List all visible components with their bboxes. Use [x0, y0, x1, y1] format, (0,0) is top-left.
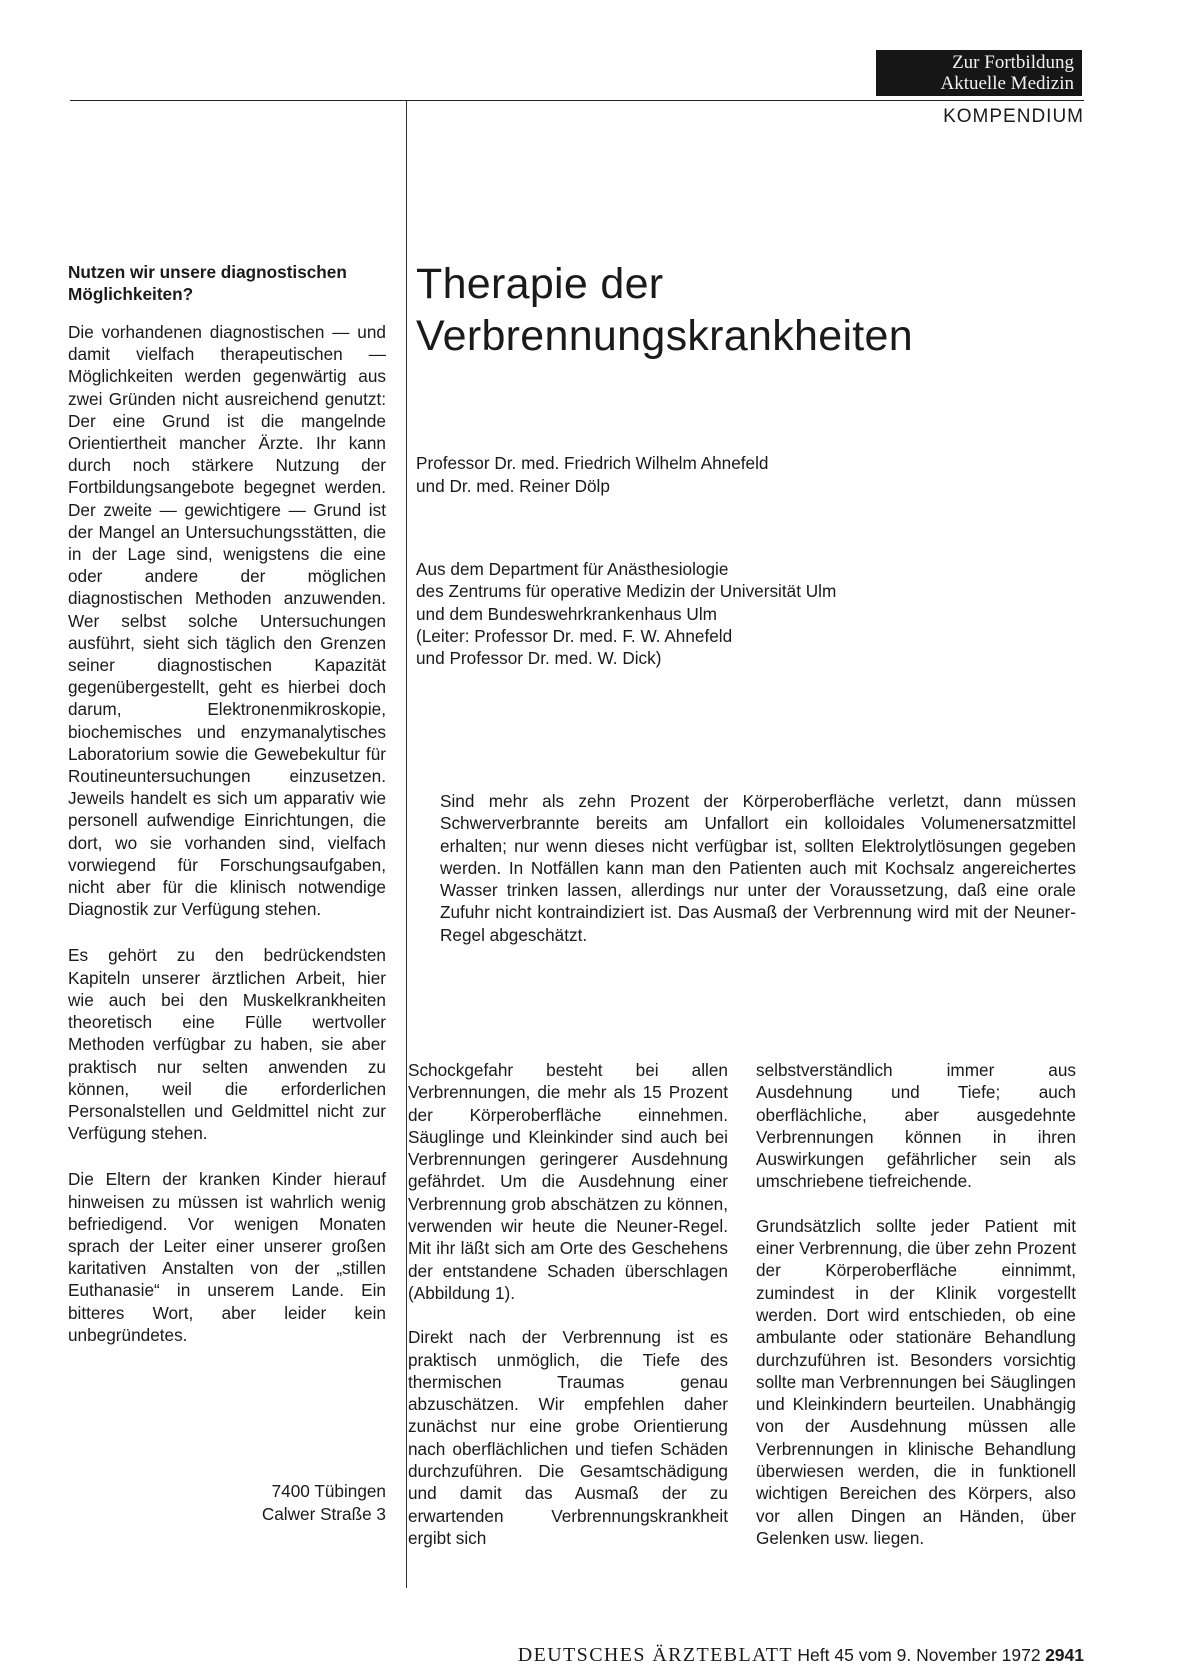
article-title: [416, 258, 1076, 362]
badge-line-1: Zur Fortbildung: [952, 52, 1074, 73]
sidebar-paragraph: Es gehört zu den bedrückendsten Kapiteln unserer ärztlichen Arbeit, hier wie auch bei den Muskelkrankheiten theoretisch eine Fülle wertvoller Methoden verfügbar zu haben, sie aber praktisch nur selten anwenden zu können, weil die erforderlichen Personalstellen und Geldmittel nicht zur Verfügung stehen.: [68, 945, 386, 1144]
sidebar-heading: Nutzen wir unsere diagnostischen Möglichkeiten?: [68, 262, 347, 304]
sidebar-paragraph: Die vorhandenen diagnostischen — und damit vielfach therapeutischen — Möglichkeiten werden gegenwärtig aus zwei Gründen nicht ausreichend genutzt: Der eine Grund ist die mangelnde Orientiertheit mancher Ärzte. Ihr kann durch noch stärkere Nutzung der Fortbildungsangebote begegnet werden. Der zweite — gewichtigere — Grund ist der Mangel an Untersuchungsstätten, die in der Lage sind, wenigstens die eine oder andere der möglichen diagnostischen Methoden anzuwenden. Wer selbst solche Untersuchungen ausführt, sieht sich täglich den Grenzen seiner diagnostischen Kapazität gegenübergestellt, geht es hierbei doch darum, Elektronenmikroskopie, biochemisches und enzymanalytisches Laboratorium sowie die Gewebekultur für Routineuntersuchungen einzusetzen. Jeweils handelt es sich um apparativ wie personell aufwendige Einrichtungen, die dort, wo sie vorhanden sind, vielfach vorwiegend für Forschungsaufgaben, nicht aber für die klinisch notwendige Diagnostik zur Verfügung stehen.: [68, 322, 386, 920]
issue-info: Heft 45 vom 9. November 1972: [797, 1645, 1041, 1665]
body-paragraph: Schockgefahr besteht bei allen Verbrennungen, die mehr als 15 Prozent der Körperoberfläche einnehmen. Säuglinge und Kleinkinder sind auch bei Verbrennungen geringerer Ausdehnung gefährdet. Um die Ausdehnung einer Verbrennung grob abschätzen zu können, verwenden wir heute die Neuner-Regel. Mit ihr läßt sich am Orte des Geschehens der entstandene Schaden überschlagen (Abbildung 1).: [408, 1060, 728, 1303]
affiliation-line: (Leiter: Professor Dr. med. F. W. Ahnefeld: [416, 625, 733, 646]
affiliation-line: des Zentrums für operative Medizin der Universität Ulm: [416, 581, 837, 602]
article-abstract: Sind mehr als zehn Prozent der Körperoberfläche verletzt, dann müssen Schwerverbrannte bereits am Unfallort ein kolloidales Volumenersatzmittel erhalten; nur wenn dieses nicht verfügbar ist, sollten Elektrolytlösungen gegeben werden. In Notfällen kann man den Patienten auch mit Kochsalz angereichertes Wasser trinken lassen, allerdings nur unter der Voraussetzung, daß eine orale Zufuhr nicht kontraindiziert ist. Das Ausmaß der Verbrennung wird mit der Neuner-Regel abgeschätzt.: [440, 791, 1076, 945]
body-paragraph: selbstverständlich immer aus Ausdehnung und Tiefe; auch oberflächliche, aber ausgedehnte Verbrennungen können in ihren Auswirkungen gefährlicher sein als umschriebene tiefreichende.: [756, 1060, 1076, 1192]
page-footer: [422, 1644, 1084, 1667]
article-authors: [416, 452, 1076, 497]
article-affiliation: [416, 558, 1076, 669]
body-column-1: [408, 1059, 728, 1571]
page-number: 2941: [1045, 1645, 1084, 1665]
journal-name: DEUTSCHES ÄRZTEBLATT: [517, 1644, 793, 1666]
badge-line-2: Aktuelle Medizin: [940, 73, 1074, 94]
affiliation-line: und Professor Dr. med. W. Dick): [416, 648, 662, 669]
body-column-2: [756, 1059, 1076, 1571]
author-line: und Dr. med. Reiner Dölp: [416, 475, 610, 496]
address-line: Calwer Straße 3: [261, 1503, 386, 1524]
sidebar-commentary: [68, 262, 386, 1370]
sidebar-address: [200, 1480, 386, 1525]
body-paragraph: Grundsätzlich sollte jeder Patient mit einer Verbrennung, die über zehn Prozent der Körperoberfläche einnimmt, zumindest in der Klinik vorgestellt werden. Dort wird entschieden, ob eine ambulante oder stationäre Behandlung durchzuführen ist. Besonders vorsichtig sollte man Verbrennungen bei Säuglingen und Kleinkindern beurteilen. Unabhängig von der Ausdehnung müssen alle Verbrennungen in klinische Behandlung überwiesen werden, die in funktionell wichtigen Bereichen des Körpers, also vor allen Dingen an Händen, über Gelenken usw. liegen.: [756, 1215, 1076, 1548]
affiliation-line: und dem Bundeswehrkrankenhaus Ulm: [416, 603, 717, 624]
section-badge: [876, 50, 1082, 96]
address-line: 7400 Tübingen: [271, 1481, 386, 1501]
column-divider: [406, 100, 407, 1588]
sidebar-paragraph: Die Eltern der kranken Kinder hierauf hinweisen zu müssen ist wahrlich wenig befriedigend. Vor wenigen Monaten sprach der Leiter einer unserer großen karitativen Anstalten von der „stillen Euthanasie“ in unserem Lande. Ein bitteres Wort, aber leider kein unbegründetes.: [68, 1169, 386, 1345]
body-paragraph: Direkt nach der Verbrennung ist es praktisch unmöglich, die Tiefe des thermischen Traumas genau abzuschätzen. Wir empfehlen daher zunächst nur eine grobe Orientierung nach oberflächlichen und tiefen Schäden durchzuführen. Die Gesamtschädigung und damit das Ausmaß der zu erwartenden Verbrennungskrankheit ergibt sich: [408, 1327, 728, 1548]
title-line: Therapie der: [416, 260, 664, 308]
affiliation-line: Aus dem Department für Anästhesiologie: [416, 559, 729, 579]
top-rule: [70, 100, 1084, 101]
author-line: Professor Dr. med. Friedrich Wilhelm Ahnefeld: [416, 453, 769, 473]
title-line: Verbrennungskrankheiten: [416, 312, 913, 360]
section-label: KOMPENDIUM: [943, 106, 1084, 127]
